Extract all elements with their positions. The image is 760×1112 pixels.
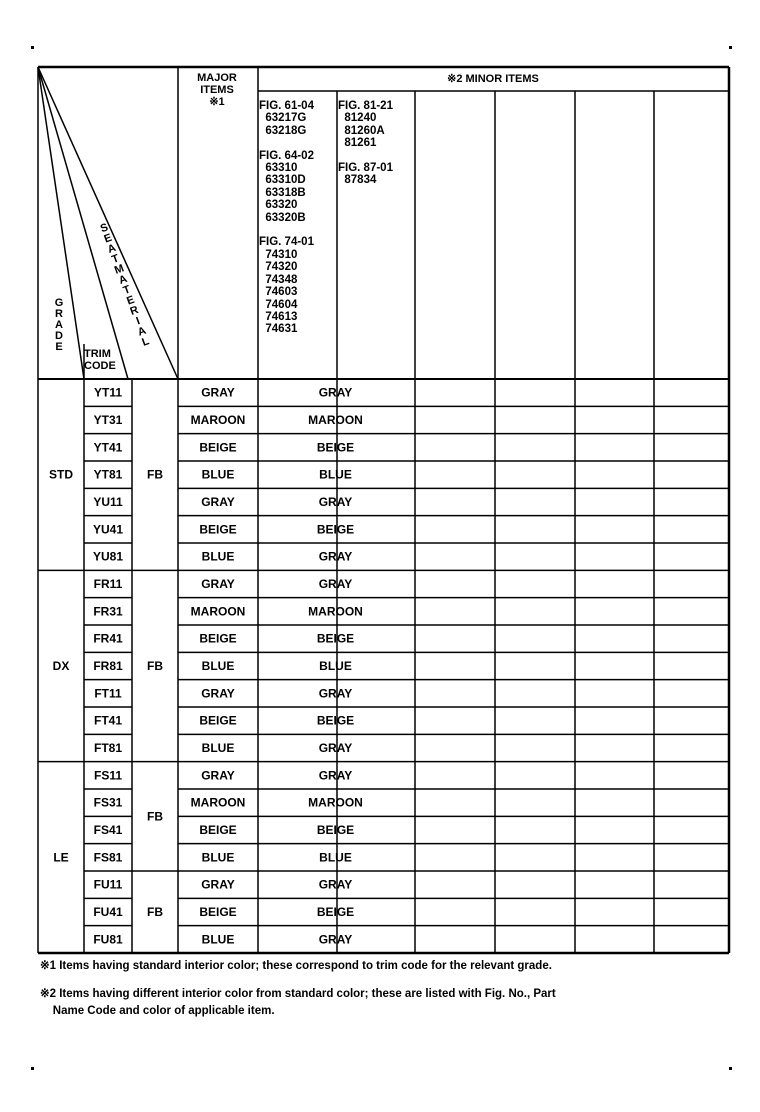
- seat-material-cell: FB: [147, 467, 163, 482]
- major-item-color-cell: BEIGE: [199, 440, 237, 455]
- major-item-color-cell: BEIGE: [199, 631, 237, 646]
- major-item-color-cell: GRAY: [201, 495, 235, 509]
- minor-item-color-cell: BEIGE: [316, 905, 355, 919]
- major-item-color-cell: GRAY: [201, 686, 235, 701]
- trim-code-cell: YT41: [93, 440, 123, 455]
- trim-code-cell: FR81: [93, 659, 123, 673]
- major-item-color-cell: BLUE: [201, 659, 235, 673]
- minor-item-color-cell: BEIGE: [316, 440, 355, 455]
- major-item-color-cell: GRAY: [201, 577, 235, 591]
- minor-item-color-cell: BLUE: [319, 850, 352, 865]
- footnote-1: ※1 Items having standard interior color; these correspond to trim code for the relevant grade.: [40, 960, 552, 972]
- minor-item-color-cell: GRAY: [318, 877, 353, 892]
- trim-code-cell: YU41: [92, 522, 124, 537]
- minor-item-color-cell: MAROON: [308, 413, 363, 427]
- grade-cell: DX: [52, 659, 70, 673]
- major-item-color-cell: BLUE: [201, 932, 235, 947]
- minor-item-color-cell: GRAY: [318, 577, 353, 591]
- major-item-color-cell: BEIGE: [199, 823, 237, 837]
- grade-header: G R A D E: [54, 297, 64, 353]
- minor-item-color-cell: BEIGE: [316, 522, 355, 537]
- trim-code-cell: FS31: [93, 795, 123, 810]
- trim-code-cell: YU81: [92, 549, 124, 564]
- minor-item-color-cell: GRAY: [318, 932, 353, 947]
- trim-code-cell: FS81: [93, 850, 123, 865]
- major-item-color-cell: BLUE: [201, 741, 235, 755]
- trim-code-header: TRIM CODE: [84, 348, 116, 372]
- trim-code-cell: FR31: [93, 604, 123, 619]
- minor-items-header: ※2 MINOR ITEMS: [447, 73, 539, 85]
- grade-cell: LE: [53, 850, 69, 865]
- minor-item-color-cell: GRAY: [318, 686, 353, 701]
- trim-code-cell: YU11: [93, 495, 123, 509]
- minor-item-color-cell: GRAY: [318, 385, 353, 400]
- minor-item-color-cell: GRAY: [318, 495, 353, 509]
- major-item-color-cell: BLUE: [201, 467, 235, 482]
- major-item-color-cell: GRAY: [201, 877, 235, 892]
- trim-code-cell: FU41: [93, 905, 123, 919]
- seat-material-header: S E A T M A T E R I A L: [98, 221, 151, 349]
- major-item-color-cell: BLUE: [201, 549, 235, 564]
- major-item-color-cell: MAROON: [190, 795, 246, 810]
- trim-code-cell: FT11: [94, 686, 122, 701]
- grade-cell: STD: [49, 467, 73, 482]
- major-item-color-cell: MAROON: [190, 604, 246, 619]
- minor-item-color-cell: MAROON: [308, 795, 363, 810]
- trim-code-cell: FS11: [93, 768, 123, 783]
- minor-item-color-cell: BEIGE: [316, 713, 355, 728]
- seat-material-cell: FB: [147, 809, 163, 824]
- minor-items-fig-refs-col1: FIG. 61-04 63217G 63218G FIG. 64-02 63310 63310D 63318B 63320 63320B FIG. 74-01 74310 74320 74348 74603 74604 74613 74631: [259, 100, 314, 336]
- trim-code-cell: YT81: [93, 467, 123, 482]
- minor-item-color-cell: GRAY: [318, 768, 353, 783]
- minor-item-color-cell: BEIGE: [316, 823, 355, 837]
- trim-code-cell: FR11: [93, 577, 123, 591]
- minor-item-color-cell: BEIGE: [316, 631, 355, 646]
- major-item-color-cell: BEIGE: [199, 522, 237, 537]
- trim-code-cell: FR41: [93, 631, 123, 646]
- major-item-color-cell: BEIGE: [199, 905, 237, 919]
- major-item-color-cell: MAROON: [190, 413, 246, 427]
- minor-item-color-cell: BLUE: [319, 659, 352, 673]
- trim-code-cell: YT31: [93, 413, 123, 427]
- minor-item-color-cell: GRAY: [318, 741, 353, 755]
- trim-code-cell: YT11: [93, 385, 123, 400]
- trim-code-cell: FU11: [93, 877, 123, 892]
- major-item-color-cell: GRAY: [201, 768, 235, 783]
- trim-code-cell: FU81: [93, 932, 123, 947]
- major-item-color-cell: BLUE: [201, 850, 235, 865]
- minor-item-color-cell: GRAY: [318, 549, 353, 564]
- seat-material-cell: FB: [147, 659, 163, 673]
- trim-code-cell: FS41: [93, 823, 123, 837]
- minor-item-color-cell: BLUE: [319, 467, 352, 482]
- minor-items-fig-refs-col2: FIG. 81-21 81240 81260A 81261 FIG. 87-01 87834: [338, 100, 393, 187]
- seat-material-cell: FB: [147, 905, 163, 919]
- major-item-color-cell: BEIGE: [199, 713, 237, 728]
- minor-item-color-cell: MAROON: [308, 604, 363, 619]
- trim-code-cell: FT81: [93, 741, 123, 755]
- major-item-color-cell: GRAY: [201, 385, 235, 400]
- trim-code-cell: FT41: [93, 713, 123, 728]
- major-items-header: MAJOR ITEMS ※1: [197, 72, 237, 108]
- footnote-2: ※2 Items having different interior color from standard color; these are listed with Fig. No., Part Name Code and color of applicable item.: [40, 988, 556, 1017]
